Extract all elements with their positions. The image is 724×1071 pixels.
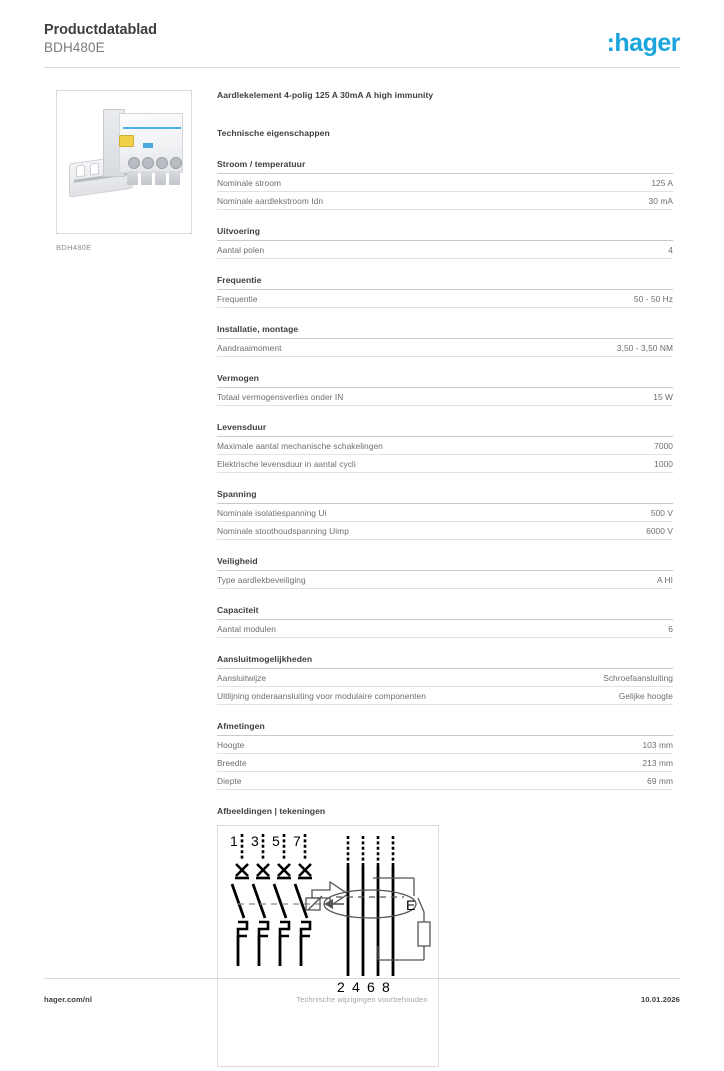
- spec-value: 500 V: [650, 507, 673, 518]
- spec-value: Gelijke hoogte: [618, 690, 673, 701]
- spec-group-title: Spanning: [217, 489, 673, 504]
- spec-groups: [217, 159, 673, 790]
- module-foot: [155, 171, 166, 185]
- spec-label: Totaal vermogensverlies onder IN: [217, 391, 344, 402]
- comb-tooth: [76, 164, 85, 177]
- spec-group: [217, 373, 673, 406]
- terminal-label-7: 7: [293, 833, 301, 849]
- hager-logo-icon: [607, 30, 680, 56]
- spec-group-title: Levensduur: [217, 422, 673, 437]
- spec-value: 69 mm: [647, 775, 673, 786]
- rcd-module-photo: [57, 91, 191, 233]
- schematic-frame: [217, 825, 439, 1067]
- terminal-label-3: 3: [251, 833, 259, 849]
- spec-value: 15 W: [653, 391, 673, 402]
- spec-label: Aandraaimoment: [217, 342, 282, 353]
- page-header: [44, 22, 680, 68]
- spec-value: 4: [668, 244, 673, 255]
- spec-group-title: Aansluitmogelijkheden: [217, 654, 673, 669]
- spec-label: Aansluitwijze: [217, 672, 267, 683]
- specifications-column: [217, 90, 673, 1067]
- spec-value: 3,50 - 3,50 NM: [616, 342, 673, 353]
- page-footer: [44, 995, 680, 1009]
- spec-group-title: Afmetingen: [217, 721, 673, 736]
- spec-value: Schroefaansluiting: [603, 672, 673, 683]
- product-description: Aardlekelement 4-polig 125 A 30mA A high immunity: [217, 90, 434, 100]
- spec-group-title: Uitvoering: [217, 226, 673, 241]
- module-foot: [141, 171, 152, 185]
- terminal-label-4: 4: [352, 979, 360, 995]
- module-blue-stripe: [123, 127, 181, 129]
- comb-tooth: [90, 162, 99, 175]
- spec-label: Type aardlekbeveiliging: [217, 574, 306, 585]
- terminal-label-6: 6: [367, 979, 375, 995]
- module-foot: [169, 171, 180, 185]
- spec-value: 1000: [654, 458, 673, 469]
- spec-label: Breedte: [217, 757, 247, 768]
- module-terminal: [156, 157, 168, 169]
- spec-group-title: Capaciteit: [217, 605, 673, 620]
- test-button-icon: [119, 135, 134, 147]
- footer-divider: [44, 978, 680, 979]
- technical-properties-heading: Technische eigenschappen: [217, 128, 330, 138]
- spec-row: [217, 339, 673, 357]
- spec-row: [217, 772, 673, 790]
- spec-group: [217, 556, 673, 589]
- product-image-caption: BDH480E: [56, 243, 92, 252]
- spec-label: Uitlijning onderaansluiting voor modulaire componenten: [217, 690, 426, 701]
- logo-colon-icon: :: [606, 29, 615, 57]
- spec-row: [217, 192, 673, 210]
- product-reference: BDH480E: [44, 40, 105, 55]
- spec-group: [217, 721, 673, 790]
- spec-group-title: Frequentie: [217, 275, 673, 290]
- spec-value: 6: [668, 623, 673, 634]
- spec-group-title: Stroom / temperatuur: [217, 159, 673, 174]
- terminal-label-2: 2: [337, 979, 345, 995]
- module-foot: [127, 171, 138, 185]
- spec-group: [217, 324, 673, 357]
- spec-row: [217, 571, 673, 589]
- spec-label: Nominale stoothoudspanning Uimp: [217, 525, 349, 536]
- spec-group: [217, 654, 673, 705]
- module-terminal: [170, 157, 182, 169]
- spec-label: Maximale aantal mechanische schakelingen: [217, 440, 383, 451]
- spec-value: 213 mm: [642, 757, 673, 768]
- module-terminal: [142, 157, 154, 169]
- spec-label: Frequentie: [217, 293, 258, 304]
- spec-group: [217, 422, 673, 473]
- spec-row: [217, 522, 673, 540]
- spec-label: Aantal modulen: [217, 623, 276, 634]
- terminal-label-1: 1: [230, 833, 238, 849]
- spec-label: Nominale aardlekstroom Idn: [217, 195, 324, 206]
- logo-text: hager: [614, 29, 680, 57]
- spec-value: 30 mA: [648, 195, 673, 206]
- terminal-label-8: 8: [382, 979, 390, 995]
- spec-row: [217, 669, 673, 687]
- spec-label: Aantal polen: [217, 244, 265, 255]
- test-button-label: E: [406, 897, 416, 913]
- spec-row: [217, 620, 673, 638]
- drawings-heading: Afbeeldingen | tekeningen: [217, 806, 326, 816]
- spec-row: [217, 736, 673, 754]
- terminal-label-5: 5: [272, 833, 280, 849]
- spec-value: 103 mm: [642, 739, 673, 750]
- spec-row: [217, 455, 673, 473]
- spec-value: 6000 V: [646, 525, 673, 536]
- module-terminal: [128, 157, 140, 169]
- footer-website[interactable]: hager.com/nl: [44, 995, 93, 1004]
- spec-label: Diepte: [217, 775, 242, 786]
- spec-row: [217, 174, 673, 192]
- footer-disclaimer: Technische wijzigingen voorbehouden: [296, 995, 428, 1004]
- spec-group: [217, 605, 673, 638]
- product-image-column: [56, 90, 192, 252]
- spec-row: [217, 241, 673, 259]
- spec-group: [217, 489, 673, 540]
- footer-date: 10.01.2026: [640, 995, 680, 1004]
- page-title: Productdatablad: [44, 22, 157, 38]
- spec-label: Hoogte: [217, 739, 245, 750]
- spec-group-title: Veiligheid: [217, 556, 673, 571]
- spec-label: Nominale stroom: [217, 177, 282, 188]
- wiring-schematic: [218, 826, 438, 1066]
- spec-row: [217, 388, 673, 406]
- reset-lever-icon: [143, 143, 153, 148]
- spec-group: [217, 226, 673, 259]
- spec-group-title: Vermogen: [217, 373, 673, 388]
- spec-value: 125 A: [651, 177, 673, 188]
- spec-value: 7000: [654, 440, 673, 451]
- spec-row: [217, 687, 673, 705]
- spec-row: [217, 437, 673, 455]
- spec-row: [217, 754, 673, 772]
- product-photo-frame: [56, 90, 192, 234]
- spec-value: A HI: [656, 574, 673, 585]
- spec-group: [217, 275, 673, 308]
- header-divider: [44, 67, 680, 68]
- spec-group-title: Installatie, montage: [217, 324, 673, 339]
- spec-group: [217, 159, 673, 210]
- spec-value: 50 - 50 Hz: [633, 293, 673, 304]
- spec-row: [217, 290, 673, 308]
- spec-row: [217, 504, 673, 522]
- spec-label: Elektrische levensduur in aantal cycli: [217, 458, 356, 469]
- spec-label: Nominale isolatiespanning Ui: [217, 507, 327, 518]
